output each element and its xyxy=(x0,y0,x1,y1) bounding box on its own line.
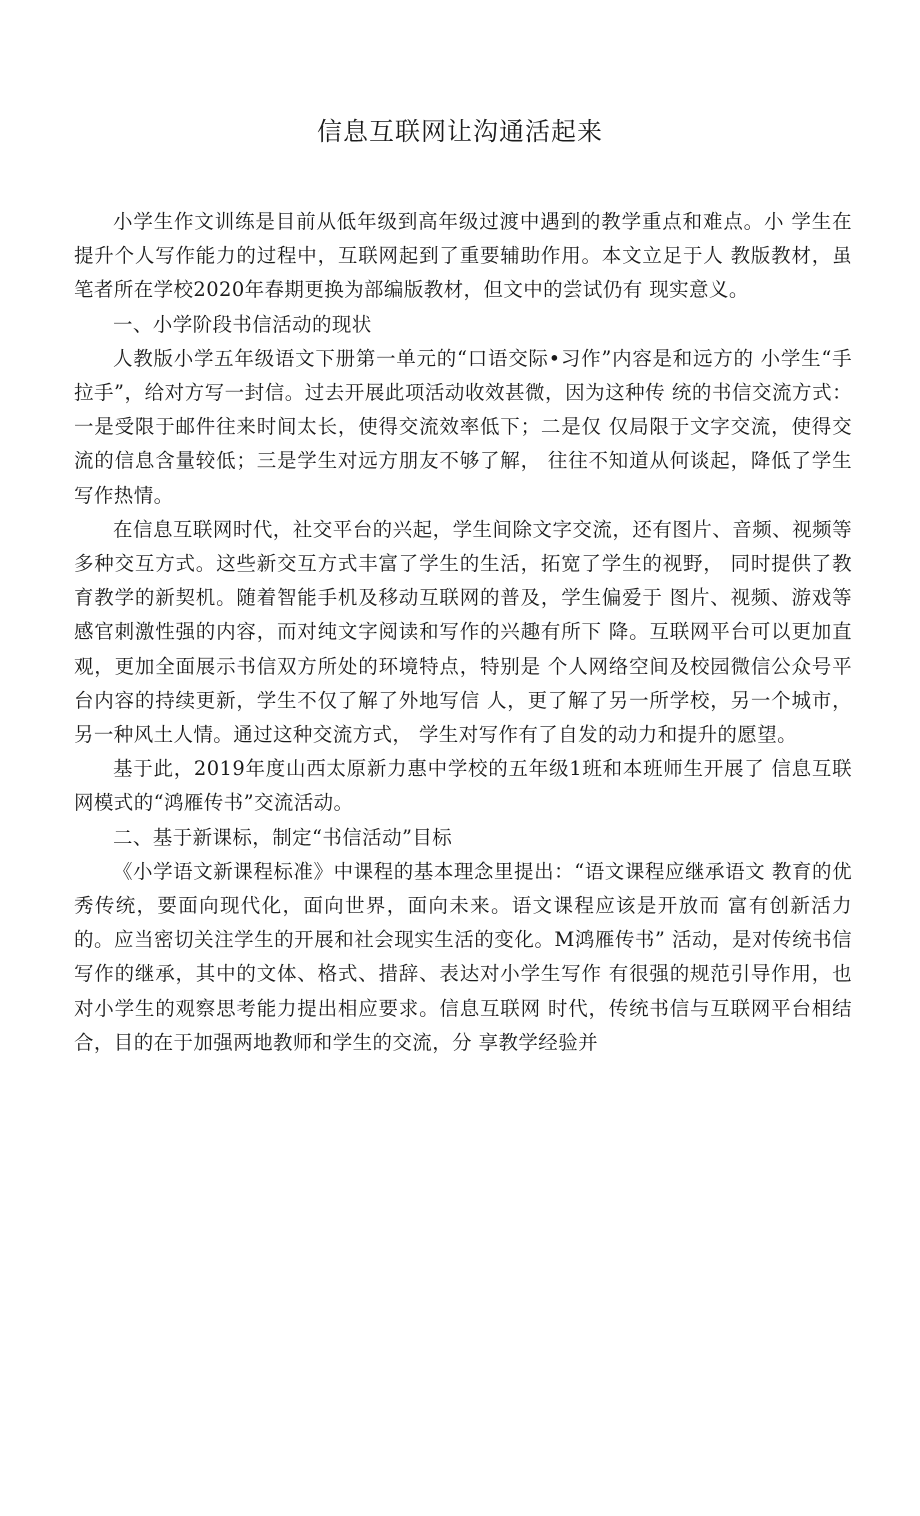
paragraph-activity: 基于此，2019年度山西太原新力惠中学校的五年级1班和本班师生开展了 信息互联网模式的“鸿雁传书”交流活动。 xyxy=(74,757,852,815)
section-heading-2: 二、基于新课标，制定“书信活动”目标 xyxy=(113,825,453,849)
paragraph-curriculum: 《小学语文新课程标准》中课程的基本理念里提出：“语文课程应继承语文 教育的优秀传统，要面向现代化，面向世界，面向未来。语文课程应该是开放而 富有创新活力的。应当密切关注学生的开展和社会现实生活的变化。M鸿雁传书” 活动，是对传统书信写作的继承，其中的文体、格式、措辞、表达对小学生写作 有很强的规范引导作用，也对小学生的观察思考能力提出相应要求。信息互联网 时代，传统书信与互联网平台相结合，目的在于加强两地教师和学生的交流，分 享教学经验并 xyxy=(74,859,852,1054)
document-body xyxy=(74,205,852,1060)
paragraph-status: 人教版小学五年级语文下册第一单元的“口语交际•习作”内容是和远方的 小学生“手拉手”，给对方写一封信。过去开展此项活动收效甚微，因为这种传 统的书信交流方式：一是受限于邮件往来时间太长，使得交流效率低下；二是仅 仅局限于文字交流，使得交流的信息含量较低；三是学生对远方朋友不够了解， 往往不知道从何谈起，降低了学生写作热情。 xyxy=(74,346,852,507)
document-title: 信息互联网让沟通活起来 xyxy=(316,117,603,146)
paragraph-internet-era: 在信息互联网时代，社交平台的兴起，学生间除文字交流，还有图片、音频、视频等多种交互方式。这些新交互方式丰富了学生的生活，拓宽了学生的视野， 同时提供了教育教学的新契机。随着智能手机及移动互联网的普及，学生偏爱于 图片、视频、游戏等感官刺激性强的内容，而对纯文字阅读和写作的兴趣有所下 降。互联网平台可以更加直观，更加全面展示书信双方所处的环境特点，特别是 个人网络空间及校园微信公众号平台内容的持续更新，学生不仅了解了外地写信 人，更了解了另一所学校，另一个城市，另一种风土人情。通过这种交流方式， 学生对写作有了自发的动力和提升的愿望。 xyxy=(74,517,852,747)
paragraph-intro: 小学生作文训练是目前从低年级到高年级过渡中遇到的教学重点和难点。小 学生在提升个人写作能力的过程中，互联网起到了重要辅助作用。本文立足于人 教版教材，虽笔者所在学校2020年春期更换为部编版教材，但文中的尝试仍有 现实意义。 xyxy=(74,210,852,302)
section-heading-1: 一、小学阶段书信活动的现状 xyxy=(113,312,372,336)
